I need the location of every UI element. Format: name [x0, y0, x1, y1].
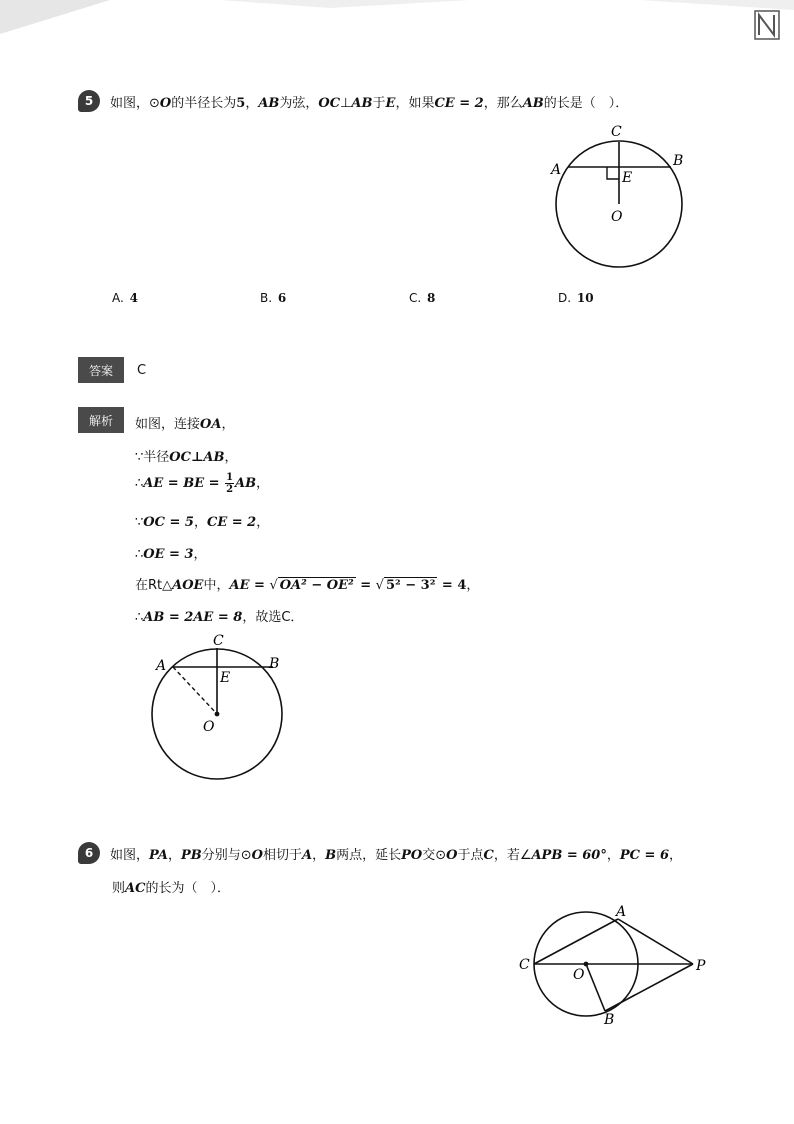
analysis-line-6: 在Rt△AOE中，AE = √ OA² − OE² = √ 5² − 3² = 4，	[135, 578, 480, 593]
question-5-text: 如图，⊙O的半径长为5，AB为弦，OC⊥AB于E，如果CE = 2，那么AB的长是（ ）．	[110, 95, 629, 111]
label-A: A	[156, 658, 167, 674]
analysis-line-2: ∵半径OC⊥AB，	[135, 450, 238, 465]
label-P: P	[696, 958, 706, 974]
label-B: B	[269, 656, 280, 672]
label-C: C	[519, 957, 530, 973]
analysis-line-5: ∴OE = 3，	[135, 547, 207, 562]
question-6-stem	[78, 842, 682, 864]
sqrt-expression-1: √ OA² − OE²	[269, 578, 354, 593]
label-A: A	[551, 162, 562, 178]
sqrt-expression-2: √ 5² − 3²	[375, 578, 436, 593]
label-B: B	[673, 153, 684, 169]
analysis-line-3: ∴AE = BE = $\frac{1}{2}$ AB，	[135, 472, 270, 495]
label-A: A	[616, 904, 627, 920]
question-5-stem	[78, 90, 628, 112]
label-E: E	[622, 170, 633, 186]
label-E: E	[220, 670, 231, 686]
analysis-tag: 解析	[78, 407, 124, 433]
analysis-line-4: ∵OC = 5，CE = 2，	[135, 515, 270, 530]
option-a[interactable]: A. 4	[112, 291, 138, 305]
analysis-diagram	[140, 628, 300, 788]
question-number-badge: 6	[78, 842, 100, 864]
page-corner-decoration	[0, 0, 794, 60]
label-B: B	[604, 1012, 615, 1028]
question-6-text-line-2: 则AC的长为（ ）．	[112, 881, 230, 896]
question-6-text-line-1: 如图，PA，PB分别与⊙O相切于A，B两点，延长PO交⊙O于点C，若∠APB = 60°，PC = 6，	[110, 847, 683, 863]
analysis-line-1: 如图，连接OA，	[135, 417, 235, 432]
option-d[interactable]: D. 10	[558, 291, 594, 305]
fraction-one-half: $\frac{1}{2}$	[226, 472, 234, 495]
answer-value: C	[137, 363, 147, 378]
label-C: C	[213, 633, 224, 649]
option-c[interactable]: C. 8	[409, 291, 436, 305]
label-O: O	[573, 967, 585, 983]
question-6-diagram	[510, 898, 720, 1028]
publisher-logo-icon	[754, 10, 780, 40]
question-number-badge: 5	[78, 90, 100, 112]
label-O: O	[611, 209, 623, 225]
analysis-line-7: ∴AB = 2AE = 8，故选C．	[135, 610, 304, 625]
label-O: O	[203, 719, 215, 735]
option-b[interactable]: B. 6	[260, 291, 287, 305]
label-C: C	[611, 124, 622, 140]
question-5-diagram	[540, 118, 700, 278]
answer-tag: 答案	[78, 357, 124, 383]
